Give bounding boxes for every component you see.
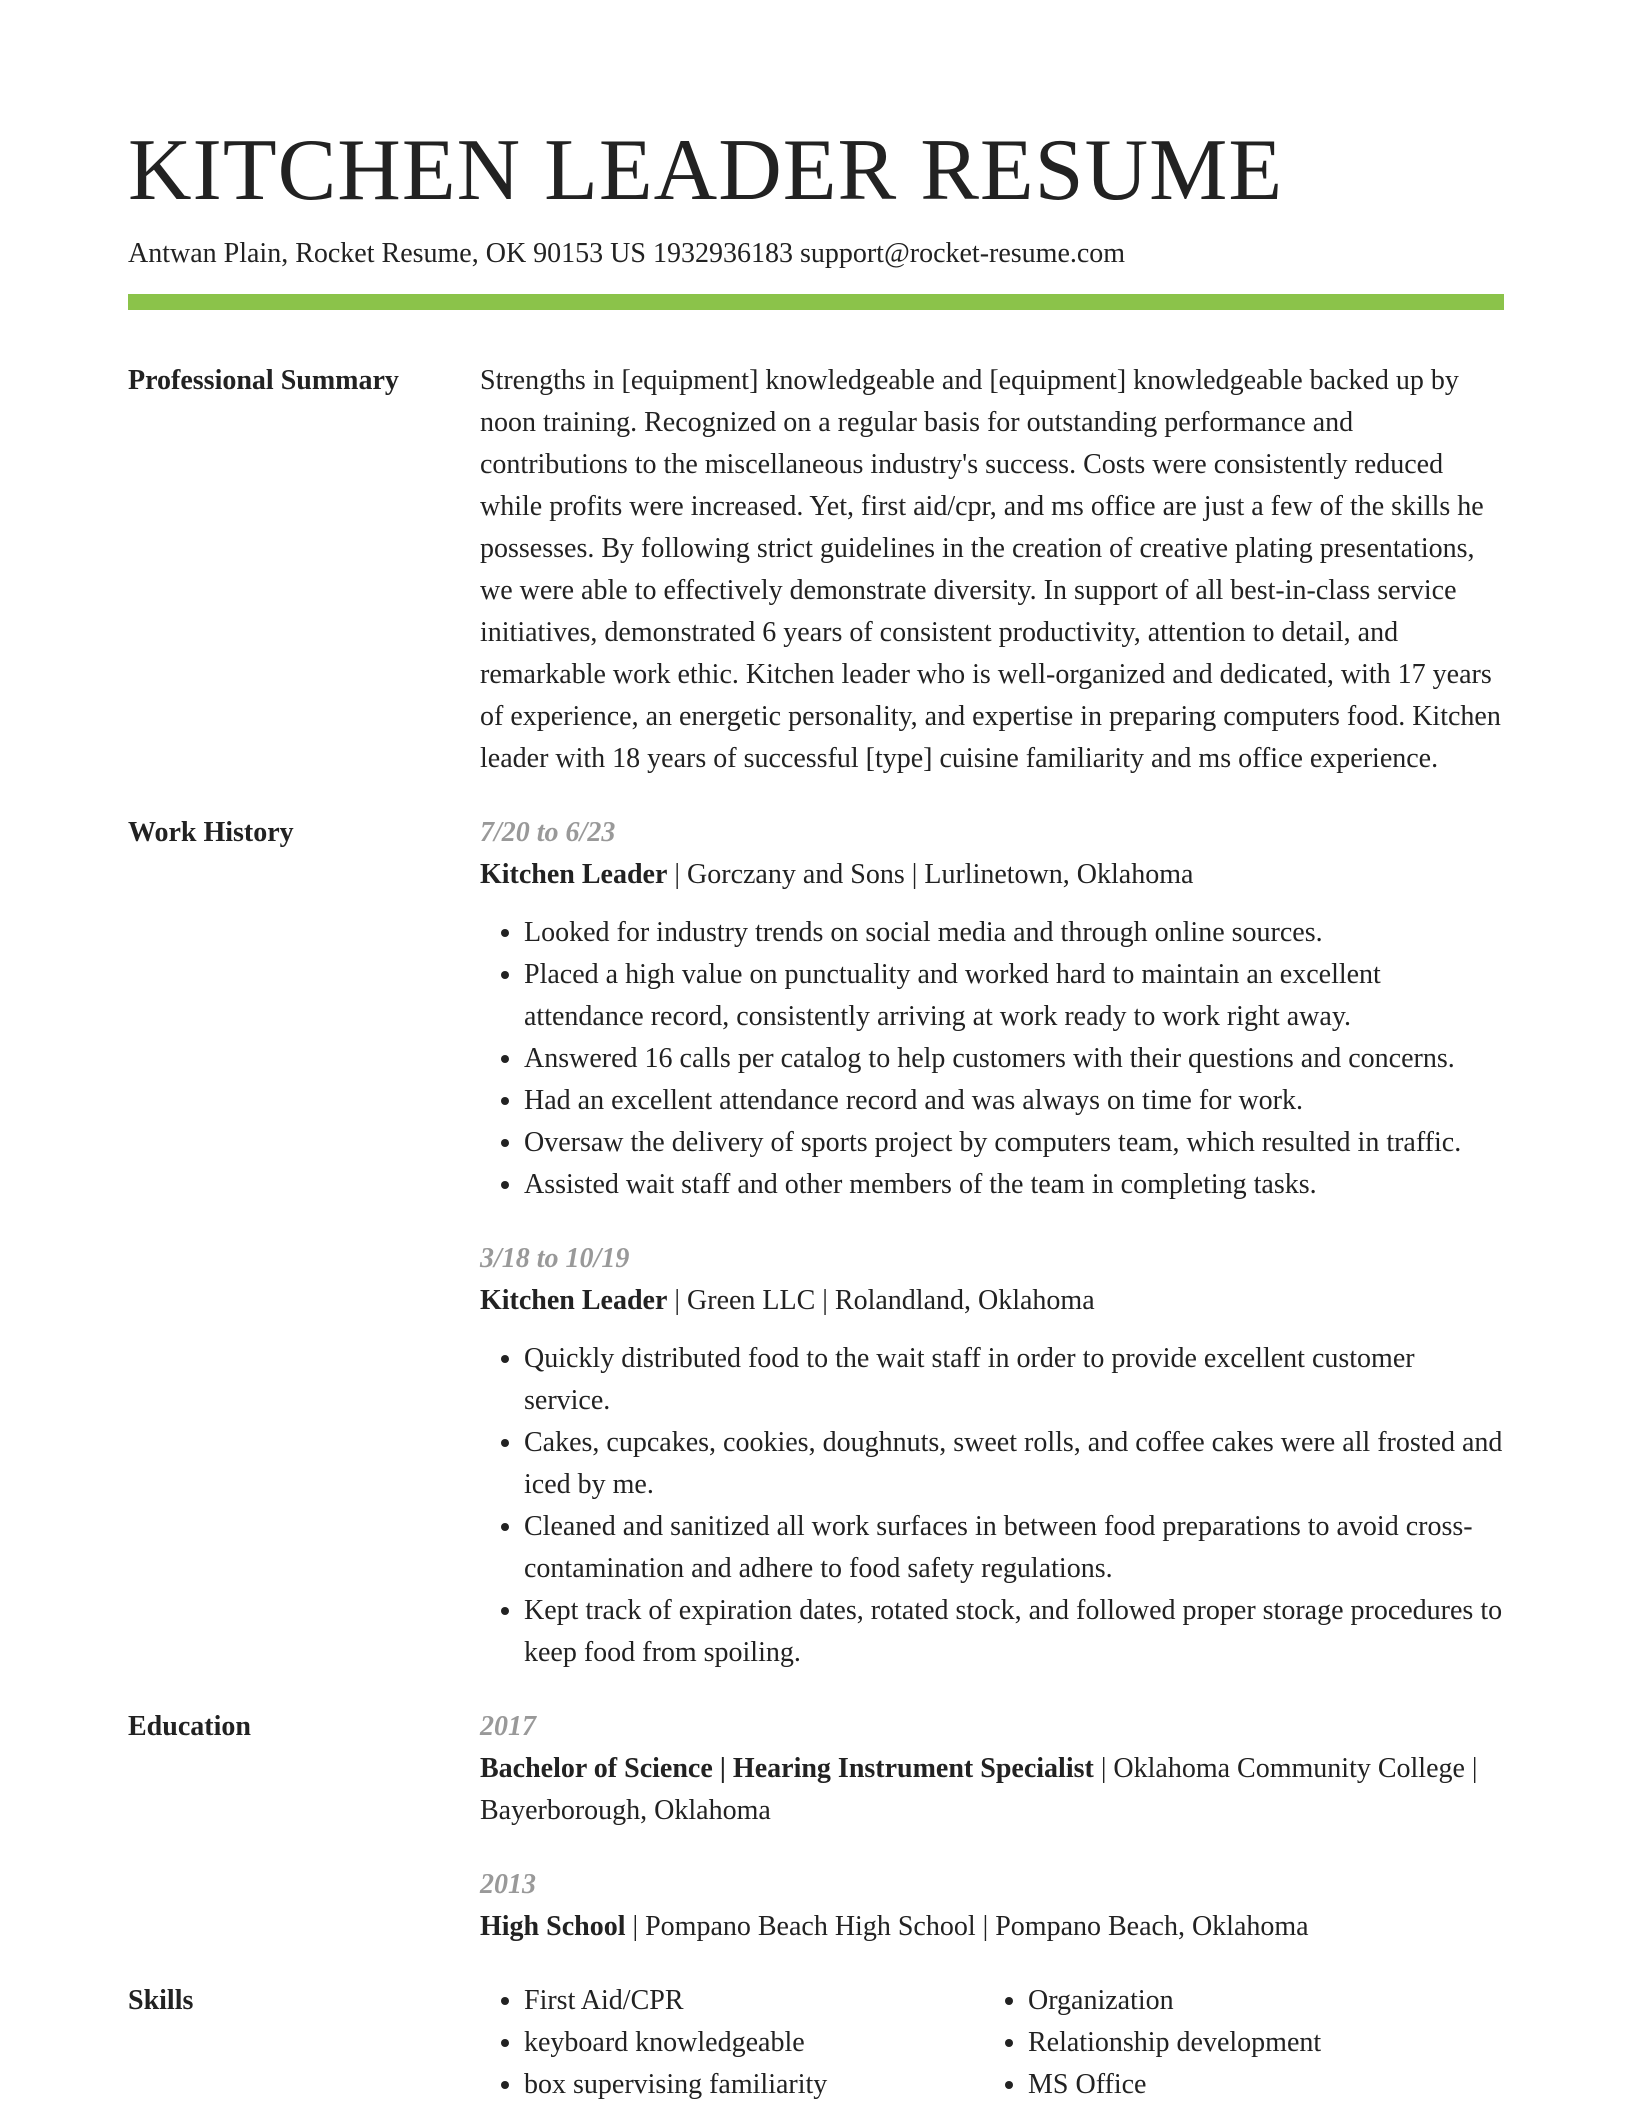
job-bullet: • Oversaw the delivery of sports project by computers team, which resulted in traffic. <box>524 1122 1504 1164</box>
header-divider <box>128 294 1504 310</box>
job-date: 3/18 to 10/19 <box>480 1243 630 1274</box>
job-bullet: • Looked for industry trends on social media and through online sources. <box>524 912 1504 954</box>
work-history-body <box>480 812 1504 1674</box>
skill-item: • First Aid/CPR <box>524 1980 984 2022</box>
education-body <box>480 1706 1504 1948</box>
summary-body <box>480 360 1504 780</box>
skill-item: • keyboard knowledgeable <box>524 2022 984 2064</box>
education-degree: High School <box>480 1911 626 1942</box>
job-bullet: • Cleaned and sanitized all work surfaces in between food preparations to avoid cross-contamination and adhere to food safety regulations. <box>524 1506 1504 1590</box>
job-details: | Gorczany and Sons | Lurlinetown, Oklahoma <box>667 859 1194 890</box>
section-label-summary: Professional Summary <box>128 365 399 396</box>
job-date: 7/20 to 6/23 <box>480 817 616 848</box>
education-heading <box>480 1906 1504 1948</box>
job-details: | Green LLC | Rolandland, Oklahoma <box>667 1285 1095 1316</box>
job-title: Kitchen Leader <box>480 1285 668 1316</box>
job-bullet: • Answered 16 calls per catalog to help customers with their questions and concerns. <box>524 1038 1504 1080</box>
resume-title: KITCHEN LEADER RESUME <box>128 122 1284 219</box>
summary-text: Strengths in [equipment] knowledgeable and [equipment] knowledgeable backed up by noon training. Recognized on a regular basis for outstanding performance and contributions to the miscellaneous industry's success. Costs were consistently reduced while profits were increased. Yet, first aid/cpr, and ms office are just a few of the skills he possesses. By following strict guidelines in the creation of creative plating presentations, we were able to effectively demonstrate diversity. In support of all best-in-class service initiatives, demonstrated 6 years of consistent productivity, attention to detail, and remarkable work ethic. Kitchen leader who is well-organized and dedicated, with 17 years of experience, an energetic personality, and expertise in preparing computers food. Kitchen leader with 18 years of successful [type] cuisine familiarity and ms office experience. <box>480 365 1501 774</box>
job-bullet: • Placed a high value on punctuality and worked hard to maintain an excellent attendance record, consistently arriving at work ready to work right away. <box>524 954 1504 1038</box>
job-title: Kitchen Leader <box>480 859 668 890</box>
section-label-work-history: Work History <box>128 817 294 848</box>
job-bullets <box>480 912 1504 1206</box>
skill-item: • Relationship development <box>1028 2022 1488 2064</box>
skill-item: • MS Office <box>1028 2064 1488 2106</box>
job-bullet: • Cakes, cupcakes, cookies, doughnuts, sweet rolls, and coffee cakes were all frosted and iced by me. <box>524 1422 1504 1506</box>
skill-item: • Organization <box>1028 1980 1488 2022</box>
skills-body <box>480 1980 1504 2106</box>
education-section <box>128 1706 1504 1948</box>
education-date: 2013 <box>480 1869 536 1900</box>
job-bullet: • Kept track of expiration dates, rotated stock, and followed proper storage procedures to keep food from spoiling. <box>524 1590 1504 1674</box>
education-details: | Pompano Beach High School | Pompano Beach, Oklahoma <box>625 1911 1309 1942</box>
section-label-skills: Skills <box>128 1985 194 2016</box>
education-heading <box>480 1748 1504 1832</box>
education-date: 2017 <box>480 1711 536 1742</box>
skills-section <box>128 1980 1504 2106</box>
education-details: | Oklahoma Community College | Bayerborough, Oklahoma <box>480 1753 1478 1826</box>
skills-list-left <box>480 1980 984 2106</box>
job-bullet: • Had an excellent attendance record and was always on time for work. <box>524 1080 1504 1122</box>
education-entry <box>480 1706 1504 1832</box>
job-bullet: • Quickly distributed food to the wait staff in order to provide excellent customer service. <box>524 1338 1504 1422</box>
education-degree: Bachelor of Science | Hearing Instrument Specialist <box>480 1753 1094 1784</box>
resume-page <box>128 0 1504 2106</box>
job-bullets <box>480 1338 1504 1674</box>
skills-list-right <box>984 1980 1488 2106</box>
job-heading <box>480 854 1504 896</box>
summary-section <box>128 360 1504 780</box>
section-label-education: Education <box>128 1711 251 1742</box>
job-heading <box>480 1280 1504 1322</box>
education-entry <box>480 1864 1504 1948</box>
work-history-section <box>128 812 1504 1674</box>
job-entry <box>480 1238 1504 1674</box>
contact-line: Antwan Plain, Rocket Resume, OK 90153 US 1932936183 support@rocket-resume.com <box>128 238 1126 269</box>
job-bullet: • Assisted wait staff and other members of the team in completing tasks. <box>524 1164 1504 1206</box>
job-entry <box>480 812 1504 1206</box>
skill-item: • box supervising familiarity <box>524 2064 984 2106</box>
